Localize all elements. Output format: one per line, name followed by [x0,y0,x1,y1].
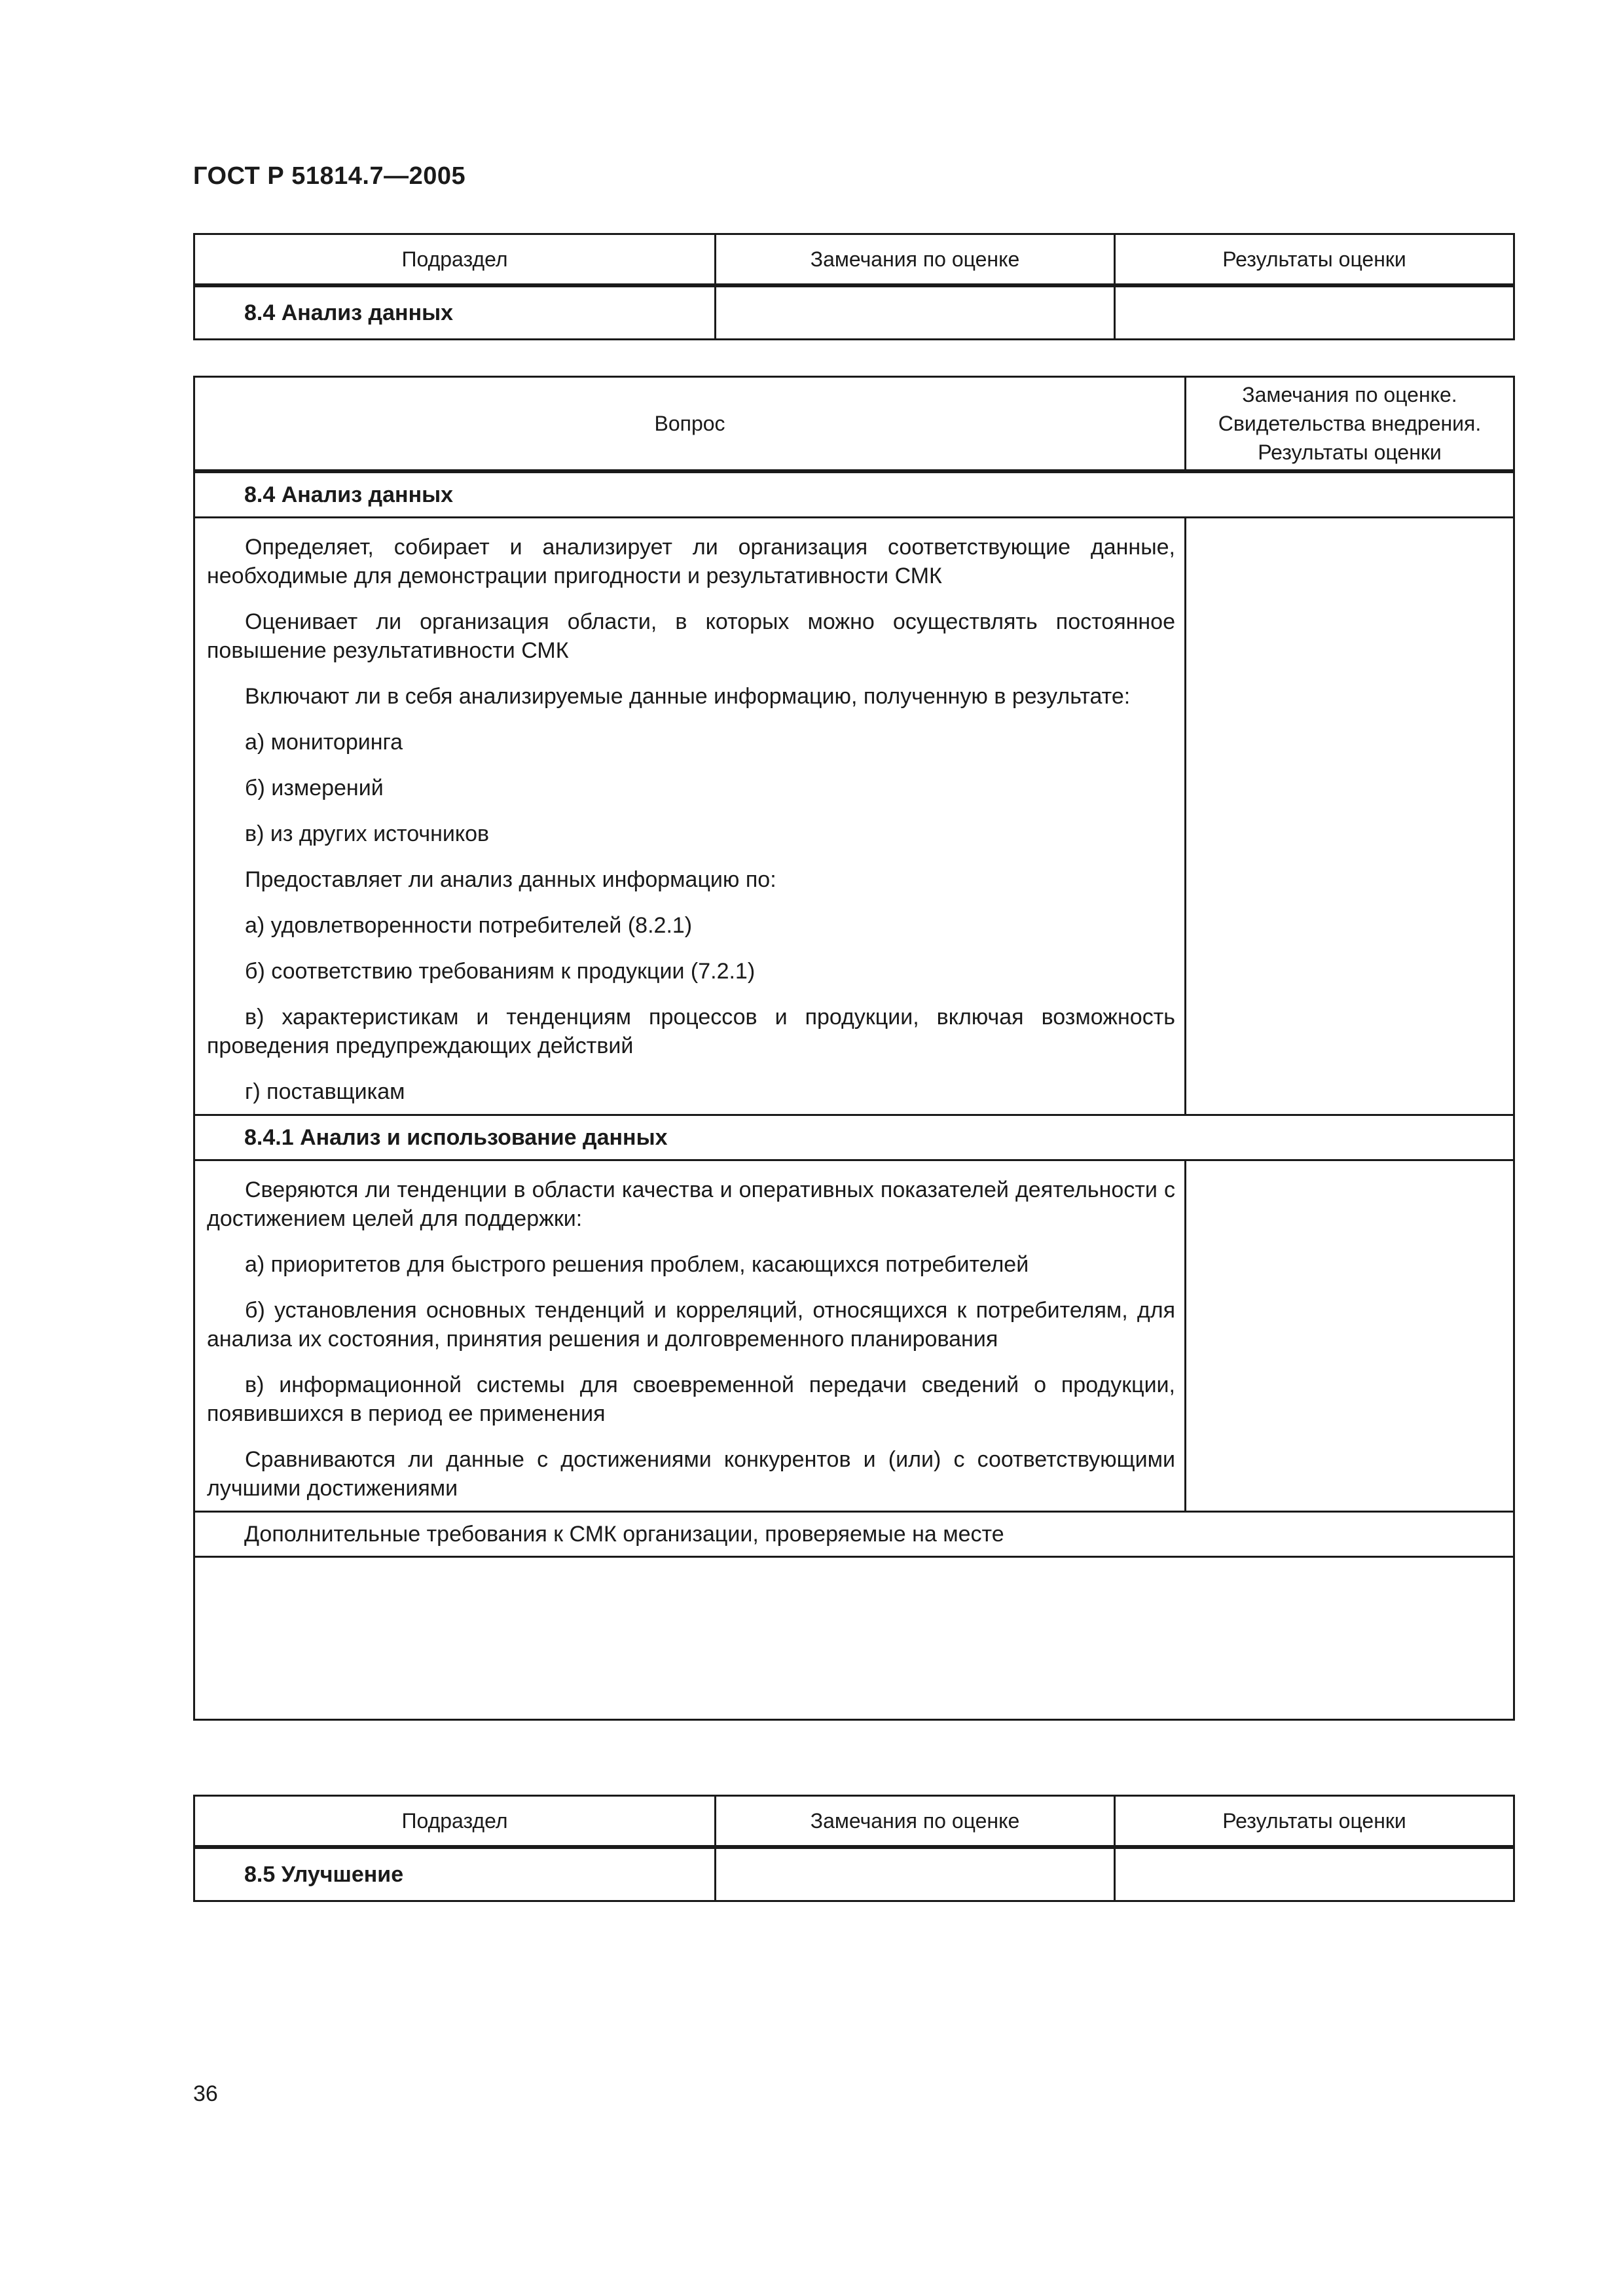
question-item: Сверяются ли тенденции в области качества и оперативных показателей деятельности с достижением целей для поддержки: [207,1177,1175,1231]
subsection-table-8-4 [193,233,1515,340]
question-item: в) характеристикам и тенденциям процессов и продукции, включая возможность проведения предупреждающих действий [207,1005,1175,1058]
column-header-line: Свидетельства внедрения. [1218,412,1482,435]
question-item: а) приоритетов для быстрого решения проблем, касающихся потребителей [245,1252,1029,1277]
column-header-remarks: Замечания по оценке [716,1796,1115,1848]
question-table [193,376,1515,1721]
question-item: а) удовлетворенности потребителей (8.2.1) [245,913,693,938]
remarks-cell[interactable] [716,285,1115,340]
additional-requirements-label: Дополнительные требования к СМК организации, проверяемые на месте [194,1512,1514,1557]
questions-cell [194,1160,1186,1512]
column-header-subsection: Подраздел [194,234,716,286]
subsection-title: 8.5 Улучшение [194,1847,716,1901]
additional-requirements-row [194,1512,1514,1557]
table-row [194,1847,1514,1901]
table-header-row [194,1796,1514,1848]
section-title: 8.4 Анализ данных [194,471,1514,518]
column-header-remarks: Замечания по оценке [716,234,1115,286]
remarks-cell[interactable] [1186,518,1514,1115]
question-item: Сравниваются ли данные с достижениями конкурентов и (или) с соответствующими лучшими достижениями [207,1447,1175,1501]
remarks-cell[interactable] [1186,1160,1514,1512]
page-number: 36 [193,2081,218,2106]
question-item: б) соответствию требованиям к продукции (7.2.1) [245,959,756,984]
table-row [194,285,1514,340]
table-row [194,1160,1514,1512]
subsection-table-8-5 [193,1795,1515,1902]
question-item: б) установления основных тенденций и корреляций, относящихся к потребителям, для анализа их состояния, принятия решения и долговременного планирования [207,1298,1175,1352]
document-code: ГОСТ Р 51814.7—2005 [193,162,466,190]
column-header-line: Замечания по оценке. [1242,383,1457,406]
question-item: Оценивает ли организация области, в которых можно осуществлять постоянное повышение результативности СМК [207,609,1175,663]
section-title: 8.4.1 Анализ и использование данных [194,1115,1514,1160]
question-item: г) поставщикам [245,1079,405,1104]
additional-requirements-blank-row [194,1557,1514,1720]
remarks-cell[interactable] [716,1847,1115,1901]
question-item: в) из других источников [245,821,490,846]
question-item: Предоставляет ли анализ данных информацию по: [245,867,776,892]
column-header-question: Вопрос [194,377,1186,472]
table-header-row [194,377,1514,472]
table-header-row [194,234,1514,286]
results-cell[interactable] [1115,1847,1514,1901]
table-row [194,518,1514,1115]
section-header-row [194,471,1514,518]
additional-requirements-input-area[interactable] [194,1557,1514,1720]
question-item: Включают ли в себя анализируемые данные информацию, полученную в результате: [245,684,1131,709]
subsection-title: 8.4 Анализ данных [194,285,716,340]
section-header-row [194,1115,1514,1160]
column-header-results: Результаты оценки [1115,234,1514,286]
question-item: Определяет, собирает и анализирует ли организация соответствующие данные, необходимые для демонстрации пригодности и результативности СМК [207,535,1175,588]
question-item: а) мониторинга [245,730,403,755]
results-cell[interactable] [1115,285,1514,340]
column-header-subsection: Подраздел [194,1796,716,1848]
column-header-line: Результаты оценки [1258,440,1442,464]
column-header-remarks-evidence [1186,377,1514,472]
questions-cell [194,518,1186,1115]
question-item: б) измерений [245,776,384,800]
question-item: в) информационной системы для своевременной передачи сведений о продукции, появившихся в период ее применения [207,1372,1175,1426]
column-header-results: Результаты оценки [1115,1796,1514,1848]
